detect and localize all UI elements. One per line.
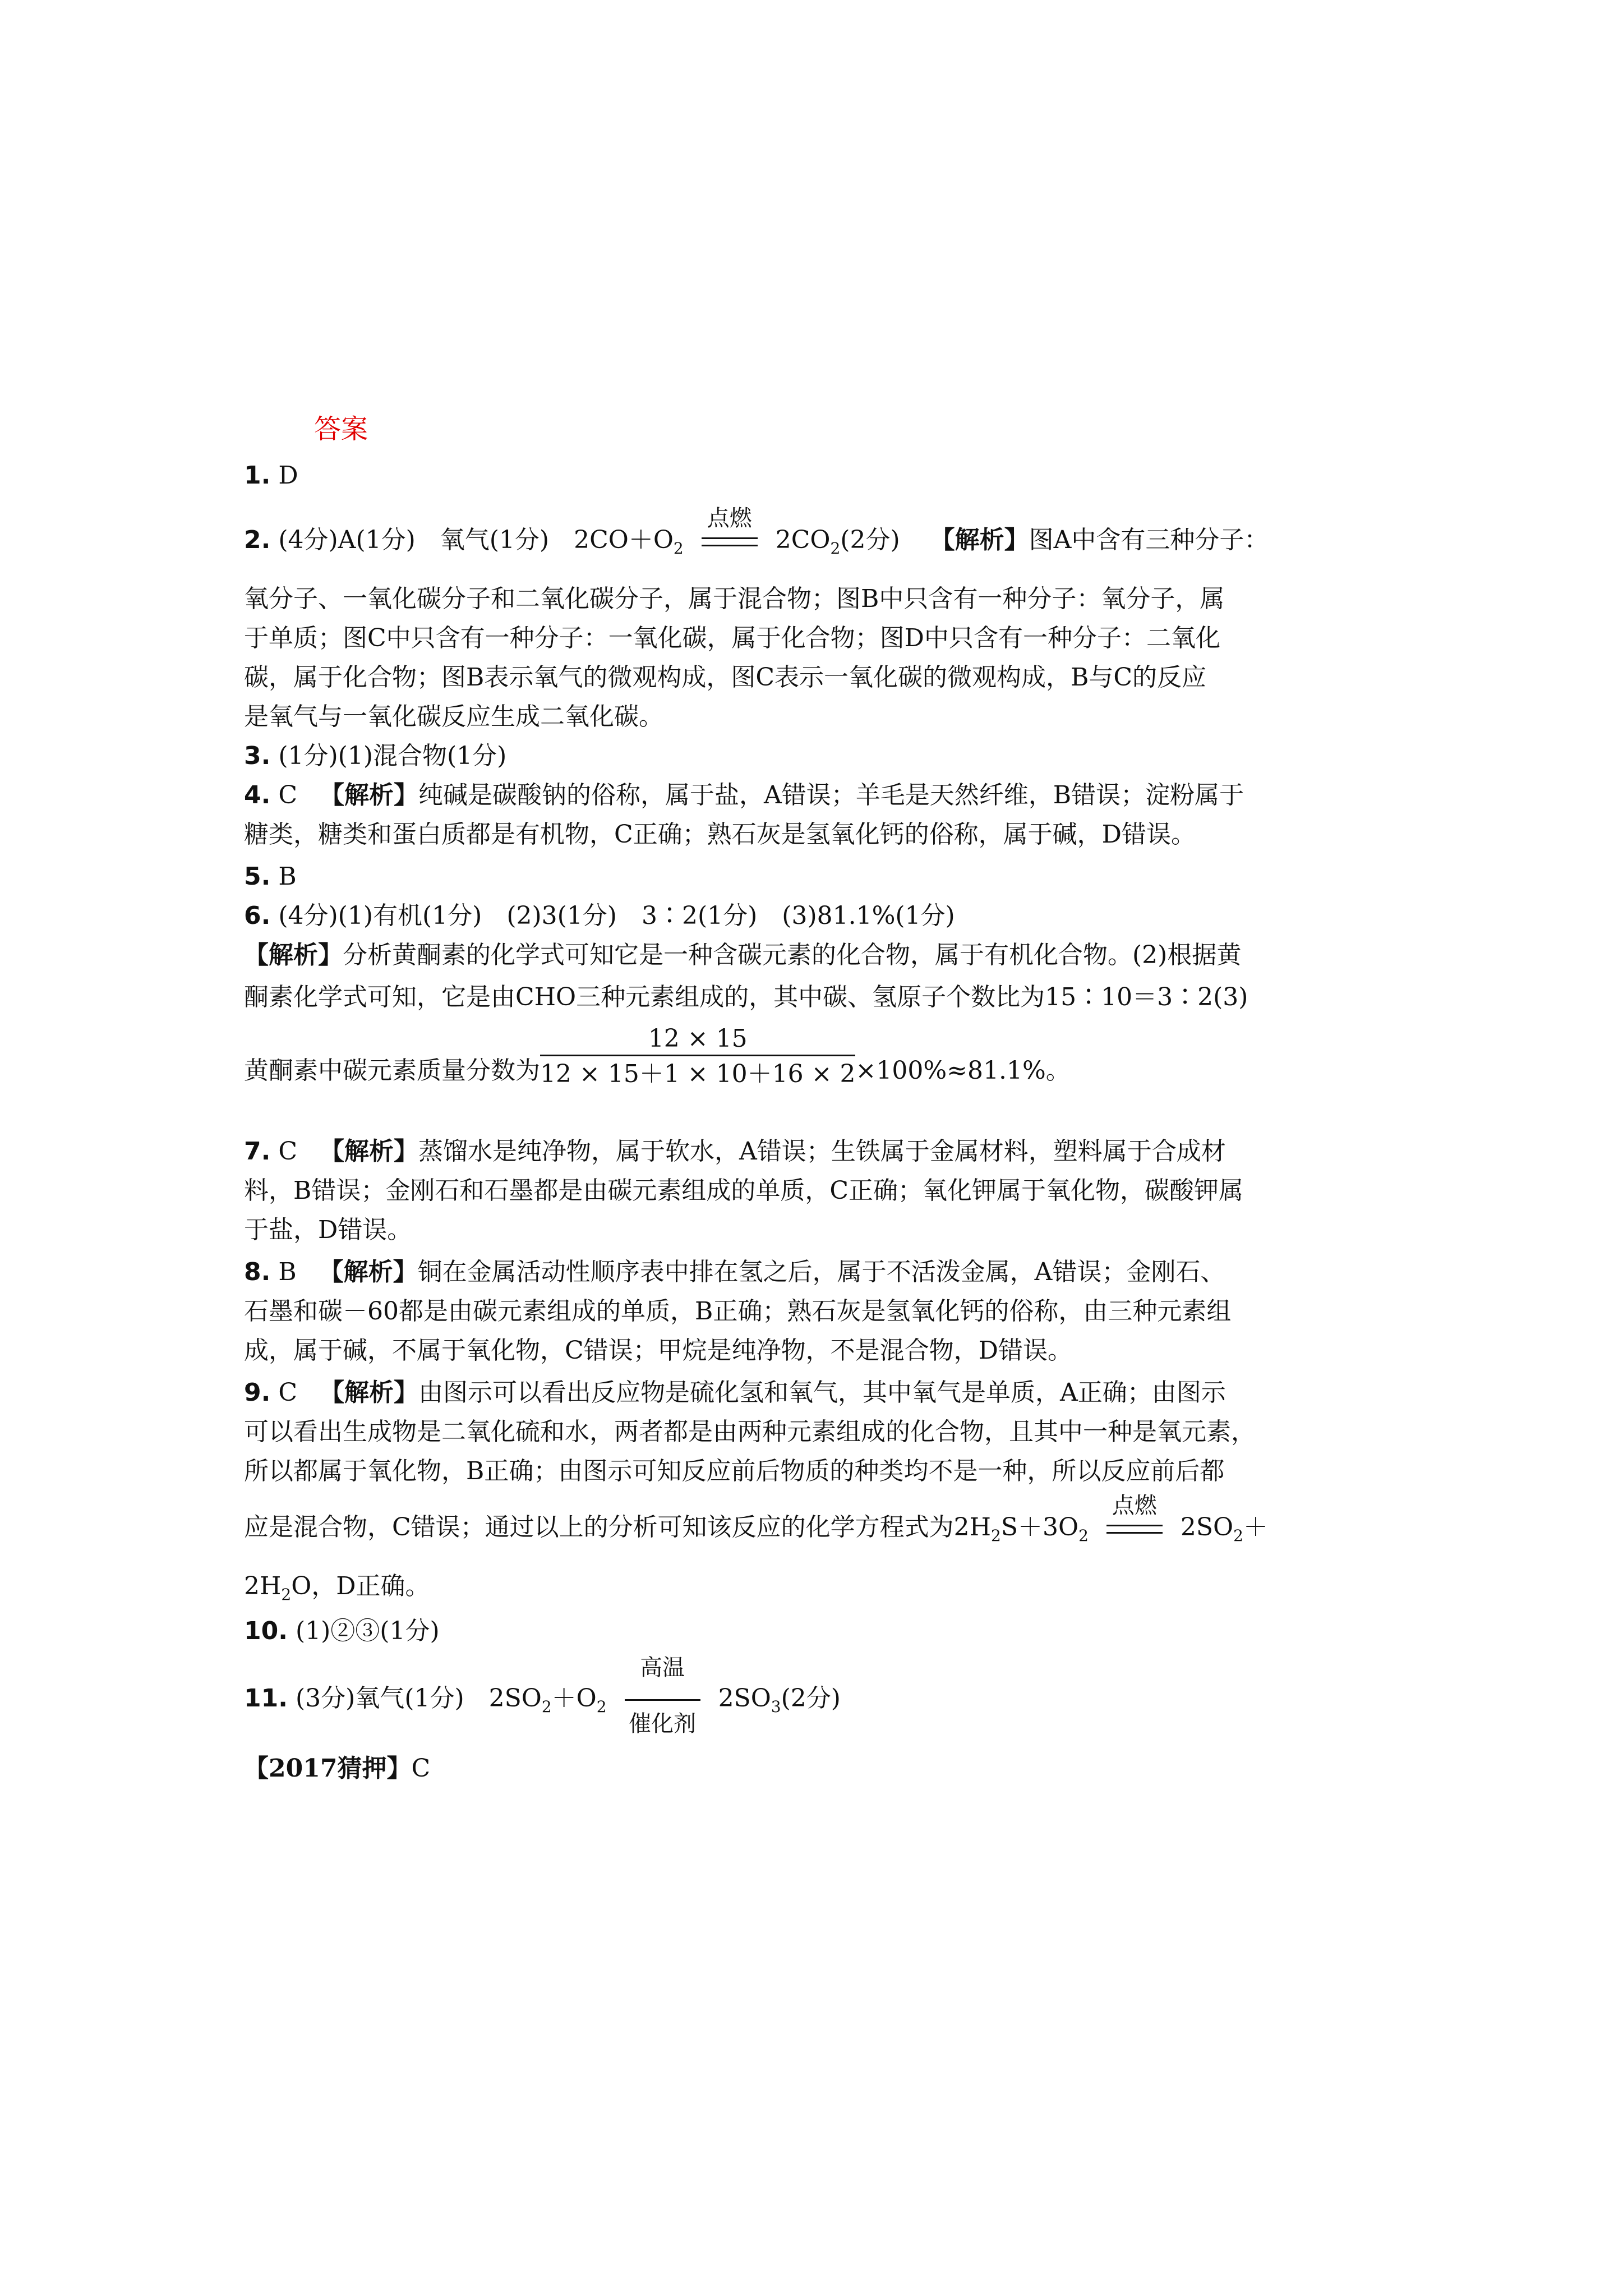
- subscript: 2: [991, 1526, 1001, 1545]
- analysis-label: 【解析】: [930, 526, 1029, 554]
- q2-analysis-line: 氧分子、一氧化碳分子和二氧化碳分子，属于混合物；图B中只含有一种分子：氧分子，属: [244, 585, 1225, 613]
- guess-answer: C: [411, 1754, 431, 1783]
- guess-label: 【2017猜押】: [244, 1754, 412, 1783]
- q11-line: [244, 1655, 1394, 1737]
- q9-analysis-line: 可以看出生成物是二氧化硫和水，两者都是由两种元素组成的化合物，且其中一种是氧元素，: [244, 1418, 1256, 1446]
- analysis-label: 【解析】: [320, 1137, 419, 1166]
- equation-text: ＋: [1243, 1513, 1268, 1542]
- answer-title: 答案: [314, 413, 368, 445]
- q3-line: [244, 740, 1394, 772]
- guess-line: [244, 1753, 1394, 1784]
- q2-product: 2CO: [775, 526, 831, 554]
- equation-text: 2H: [244, 1572, 282, 1600]
- condition-bar: [625, 1699, 700, 1701]
- q10-line: [244, 1616, 1394, 1647]
- q11-number: 11.: [244, 1684, 288, 1713]
- q6-answer: (4分)(1)有机(1分) (2)3(1分) 3∶2(1分) (3)81.1%(1分): [278, 901, 955, 930]
- subscript: 2: [1078, 1526, 1089, 1545]
- analysis-label: 【解析】: [320, 781, 419, 809]
- q6-analysis-line: 酮素化学式可知，它是由CHO三种元素组成的，其中碳、氢原子个数比为15∶10＝3∶2(3): [244, 983, 1248, 1011]
- q7-number: 7.: [244, 1137, 271, 1166]
- q10-answer: (1)②③(1分): [295, 1617, 440, 1645]
- q2-answer-text: (4分)A(1分) 氧气(1分) 2CO＋O: [278, 526, 674, 554]
- condition-label-bottom: 催化剂: [629, 1711, 697, 1737]
- analysis-text: 纯碱是碳酸钠的俗称，属于盐，A错误；羊毛是天然纤维，B错误；淀粉属于: [418, 781, 1244, 809]
- subscript: 2: [1233, 1526, 1243, 1545]
- subscript: 2: [596, 1697, 607, 1716]
- analysis-text: ×100%≈81.1%。: [855, 1056, 1071, 1085]
- q4-number: 4.: [244, 781, 271, 809]
- q9-equation-line-2: [244, 1571, 1394, 1611]
- equation-text: 2SO: [718, 1684, 771, 1713]
- q7-answer: C: [278, 1137, 298, 1166]
- q4-answer: C: [278, 781, 298, 809]
- analysis-text: 蒸馏水是纯净物，属于软水，A错误；生铁属于金属材料，塑料属于合成材: [418, 1137, 1226, 1166]
- q10-number: 10.: [244, 1617, 288, 1645]
- q9-answer: C: [278, 1378, 298, 1407]
- q2-analysis-line: 于单质；图C中只含有一种分子：一氧化碳，属于化合物；图D中只含有一种分子：二氧化: [244, 624, 1220, 652]
- q5-line: [244, 861, 1394, 892]
- equation-text: S＋3O: [1000, 1513, 1079, 1542]
- q8-answer: B: [278, 1258, 297, 1286]
- q6-number: 6.: [244, 901, 271, 930]
- analysis-text: 应是混合物，C错误；通过以上的分析可知该反应的化学方程式为2H: [244, 1513, 992, 1542]
- condition-label-top: 高温: [640, 1655, 685, 1681]
- analysis-text: 分析黄酮素的化学式可知它是一种含碳元素的化合物，属于有机化合物。(2)根据黄: [343, 941, 1242, 969]
- q4-analysis-line: 糖类，糖类和蛋白质都是有机物，C正确；熟石灰是氢氧化钙的俗称，属于碱，D错误。: [244, 820, 1196, 849]
- analysis-label: 【解析】: [320, 1378, 419, 1407]
- reaction-condition-ignite: [1106, 1493, 1163, 1543]
- q1-line: [244, 460, 1394, 491]
- q9-analysis-line: 所以都属于氧化物，B正确；由图示可知反应前后物质的种类均不是一种，所以反应前后都: [244, 1457, 1225, 1485]
- q6-line-1: [244, 900, 1394, 932]
- analysis-text: 铜在金属活动性顺序表中排在氢之后，属于不活泼金属，A错误；金刚石、: [417, 1258, 1225, 1286]
- double-equals: [1106, 1525, 1163, 1534]
- q9-equation-line: [244, 1493, 1394, 1552]
- analysis-text: 图A中含有三种分子：: [1029, 526, 1269, 554]
- q2-line-1: [244, 505, 1394, 564]
- condition-label: 点燃: [707, 505, 752, 531]
- reaction-condition-catalyst: [625, 1655, 700, 1737]
- subscript: 3: [771, 1697, 781, 1716]
- q8-analysis-line: 成，属于碱，不属于氧化物，C错误；甲烷是纯净物，不是混合物，D错误。: [244, 1336, 1072, 1365]
- q4-line-1: [244, 780, 1394, 811]
- fraction-denominator: 12 × 15＋1 × 10＋16 × 2: [540, 1055, 855, 1090]
- q5-answer: B: [278, 862, 297, 891]
- q2-score: (2分): [840, 526, 900, 554]
- q3-answer: (1分)(1)混合物(1分): [278, 742, 507, 770]
- analysis-text: O，D正确。: [291, 1572, 430, 1600]
- reaction-condition-ignite: [702, 505, 758, 556]
- q2-number: 2.: [244, 526, 271, 554]
- condition-label: 点燃: [1112, 1493, 1157, 1519]
- q6-analysis-line: [244, 940, 1394, 971]
- subscript: 2: [830, 539, 841, 558]
- q7-analysis-line: 料，B错误；金刚石和石墨都是由碳元素组成的单质，C正确；氧化钾属于氧化物，碳酸钾属: [244, 1176, 1243, 1205]
- q11-answer-text: (3分)氧气(1分) 2SO: [295, 1684, 542, 1713]
- fraction-numerator: 12 × 15: [648, 1024, 748, 1053]
- equation-text: 2SO: [1180, 1513, 1234, 1542]
- analysis-text: 由图示可以看出反应物是硫化氢和氧气，其中氧气是单质，A正确；由图示: [418, 1378, 1226, 1407]
- q11-score: (2分): [781, 1684, 841, 1713]
- q9-line-1: [244, 1377, 1394, 1409]
- analysis-text: 黄酮素中碳元素质量分数为: [244, 1056, 540, 1085]
- q2-analysis-line: 是氧气与一氧化碳反应生成二氧化碳。: [244, 702, 663, 731]
- subscript: 2: [673, 539, 684, 558]
- q1-answer: D: [278, 461, 298, 490]
- q5-number: 5.: [244, 862, 271, 891]
- q9-number: 9.: [244, 1378, 271, 1407]
- equation-text: ＋O: [551, 1684, 597, 1713]
- q7-analysis-line: 于盐，D错误。: [244, 1216, 412, 1244]
- q8-analysis-line: 石墨和碳－60都是由碳元素组成的单质，B正确；熟石灰是氢氧化钙的俗称，由三种元素组: [244, 1297, 1232, 1326]
- q2-analysis-line: 碳，属于化合物；图B表示氧气的微观构成，图C表示一氧化碳的微观构成，B与C的反应: [244, 663, 1206, 692]
- q8-line-1: [244, 1257, 1394, 1288]
- subscript: 2: [281, 1585, 292, 1604]
- q8-number: 8.: [244, 1258, 271, 1286]
- subscript: 2: [541, 1697, 552, 1716]
- q1-number: 1.: [244, 461, 271, 490]
- q7-line-1: [244, 1136, 1394, 1167]
- analysis-label: 【解析】: [244, 941, 343, 969]
- analysis-label: 【解析】: [319, 1258, 418, 1286]
- q3-number: 3.: [244, 742, 271, 770]
- double-equals: [702, 537, 758, 546]
